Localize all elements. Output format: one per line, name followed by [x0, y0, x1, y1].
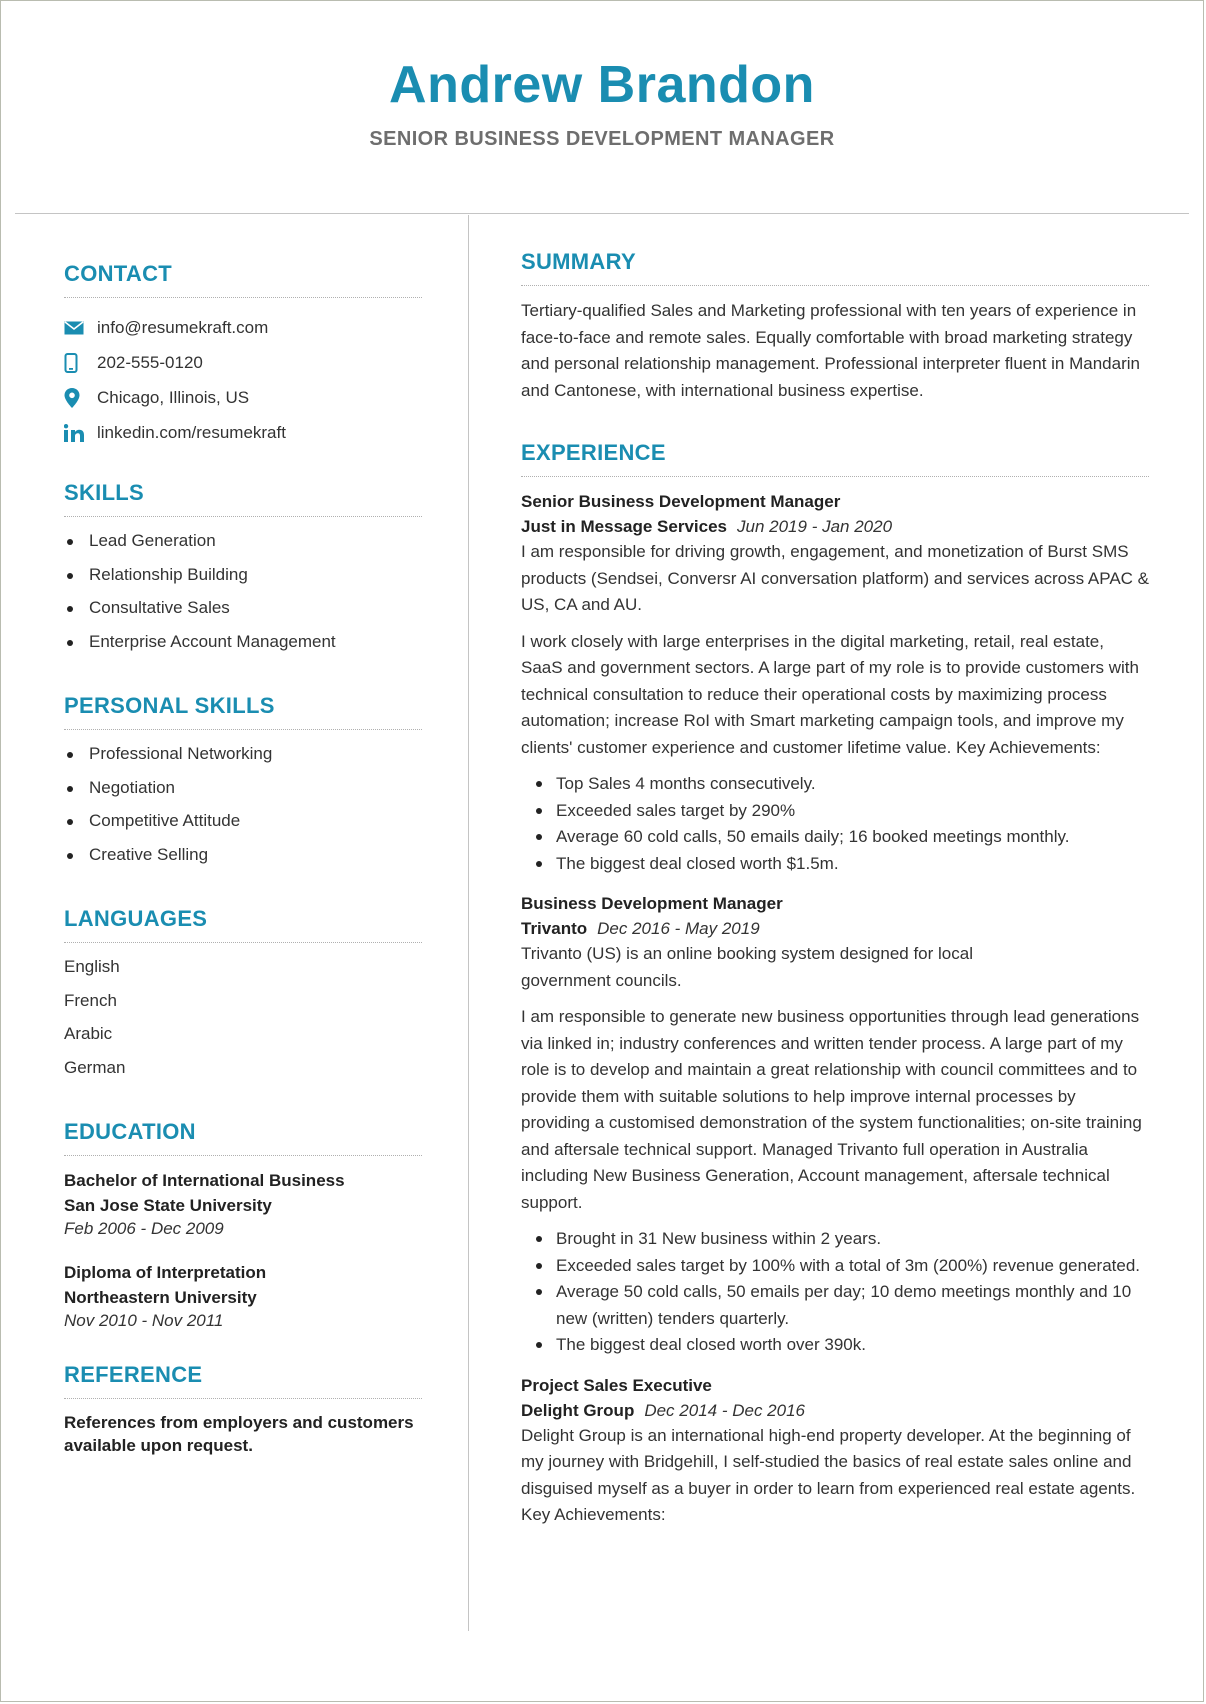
left-column	[64, 261, 422, 1487]
list-item: Creative Selling	[64, 843, 422, 877]
summary-heading: SUMMARY	[521, 249, 1149, 286]
resume-header	[1, 1, 1203, 151]
education-item	[64, 1168, 422, 1240]
job-company-line	[521, 916, 1149, 941]
job-dates: Dec 2014 - Dec 2016	[644, 1400, 805, 1420]
job-dates: Dec 2016 - May 2019	[597, 919, 760, 938]
list-item: Average 60 cold calls, 50 emails daily; 16 booked meetings monthly.	[521, 824, 1149, 851]
experience-heading: EXPERIENCE	[521, 440, 1149, 477]
list-item: Negotiation	[64, 776, 422, 810]
personal-skills-list	[64, 742, 422, 876]
education-item	[64, 1260, 422, 1332]
job-description: I am responsible to generate new business opportunities through lead generations via linked in; industry conferences and written tender process. A large part of my role is to develop and maintain a great relationship with council committees and to provide them with suitable solutions to help improve internal processes by providing a customised demonstration of the system functionalities; on-site training and aftersale technical support. Managed Trivanto full operation in Australia including New Business Generation, Account management, aftersale technical support.	[521, 1007, 1142, 1212]
job-description: I work closely with large enterprises in the digital marketing, retail, real estate, SaaS and government sectors. A large part of my role is to provide customers with technical consultation to reduce their operational costs by maximizing process automation; increase RoI with Smart marketing campaign tools, and improve my clients' customer experience and customer lifetime value. Key Achievements:	[521, 631, 1139, 757]
job-title: Business Development Manager	[521, 894, 783, 913]
job-company: Delight Group	[521, 1400, 635, 1420]
list-item: Competitive Attitude	[64, 809, 422, 843]
education-heading: EDUCATION	[64, 1119, 422, 1156]
right-column	[521, 249, 1149, 1543]
job-description: Delight Group is an international high-end property developer. At the beginning of my journey with Bridgehill, I self-studied the basics of real estate sales online and disguised myself as a buyer in order to learn from experienced real estate agents. Key Achievements:	[521, 1425, 1136, 1524]
contact-location	[64, 380, 422, 415]
language-item: English	[64, 957, 120, 976]
languages-heading: LANGUAGES	[64, 906, 422, 943]
job-company: Just in Message Services	[521, 517, 728, 536]
achievements-list	[521, 1226, 1149, 1359]
education-dates: Feb 2006 - Dec 2009	[64, 1219, 224, 1238]
education-section	[64, 1119, 422, 1332]
header-divider	[15, 213, 1189, 214]
list-item: Exceeded sales target by 100% with a total of 3m (200%) revenue generated.	[521, 1253, 1149, 1280]
contact-phone[interactable]	[64, 345, 422, 380]
summary-section	[521, 249, 1149, 404]
list-item: Top Sales 4 months consecutively.	[521, 771, 1149, 798]
summary-text: Tertiary-qualified Sales and Marketing professional with ten years of experience in face-to-face and remote sales. Equally comfortable with broad marketing strategy and personal relationship management. Professional interpreter fluent in Mandarin and Cantonese, with international business expertise.	[521, 301, 1140, 400]
email-icon	[64, 321, 97, 335]
contact-email[interactable]	[64, 310, 422, 345]
languages-section	[64, 906, 422, 1089]
job-title: Project Sales Executive	[521, 1375, 712, 1395]
contact-location-text: Chicago, Illinois, US	[97, 387, 250, 407]
contact-section	[64, 261, 422, 450]
experience-section	[521, 440, 1149, 1529]
skills-section	[64, 480, 422, 663]
job-entry	[521, 489, 1149, 877]
job-description: Trivanto (US) is an online booking system designed for local government councils.	[521, 944, 973, 990]
list-item: The biggest deal closed worth $1.5m.	[521, 851, 1149, 878]
language-item: German	[64, 1057, 126, 1077]
candidate-name: Andrew Brandon	[389, 56, 815, 114]
personal-skills-heading: PERSONAL SKILLS	[64, 693, 422, 730]
achievements-list	[521, 771, 1149, 877]
job-entry	[521, 1373, 1149, 1529]
list-item: Consultative Sales	[64, 596, 422, 630]
personal-skills-section	[64, 693, 422, 876]
job-company-line	[521, 514, 1149, 539]
education-dates: Nov 2010 - Nov 2011	[64, 1311, 224, 1330]
education-school: San Jose State University	[64, 1196, 272, 1215]
phone-icon	[64, 353, 97, 373]
education-school: Northeastern University	[64, 1288, 257, 1307]
contact-linkedin[interactable]	[64, 415, 422, 450]
job-company-line	[521, 1398, 1149, 1423]
contact-email-text: info@resumekraft.com	[97, 317, 269, 337]
contact-heading: CONTACT	[64, 261, 422, 298]
list-item: Relationship Building	[64, 563, 422, 597]
column-divider	[468, 215, 469, 1631]
list-item: Lead Generation	[64, 529, 422, 563]
linkedin-icon	[64, 424, 97, 442]
contact-phone-text: 202-555-0120	[97, 352, 203, 372]
list-item: Average 50 cold calls, 50 emails per day; 10 demo meetings monthly and 10 new (written) tenders quarterly.	[521, 1279, 1149, 1332]
job-dates: Jun 2019 - Jan 2020	[737, 517, 893, 536]
language-item: French	[64, 990, 117, 1010]
reference-text: References from employers and customers available upon request.	[64, 1413, 414, 1455]
education-degree: Bachelor of International Business	[64, 1171, 345, 1190]
skills-heading: SKILLS	[64, 480, 422, 517]
job-company: Trivanto	[521, 919, 588, 938]
location-icon	[64, 388, 97, 408]
contact-linkedin-text: linkedin.com/resumekraft	[97, 422, 286, 442]
reference-heading: REFERENCE	[64, 1362, 422, 1399]
reference-section	[64, 1362, 422, 1457]
education-degree: Diploma of Interpretation	[64, 1263, 267, 1282]
list-item: The biggest deal closed worth over 390k.	[521, 1332, 1149, 1359]
job-title: Senior Business Development Manager	[521, 492, 841, 511]
candidate-title: SENIOR BUSINESS DEVELOPMENT MANAGER	[369, 128, 835, 150]
list-item: Exceeded sales target by 290%	[521, 798, 1149, 825]
language-item: Arabic	[64, 1024, 113, 1043]
list-item: Enterprise Account Management	[64, 630, 422, 664]
skills-list	[64, 529, 422, 663]
job-description: I am responsible for driving growth, engagement, and monetization of Burst SMS products (Sendsei, Conversr AI conversation platform) and services across APAC & US, CA and AU.	[521, 542, 1150, 614]
list-item: Brought in 31 New business within 2 years.	[521, 1226, 1149, 1253]
job-entry	[521, 891, 1149, 1359]
list-item: Professional Networking	[64, 742, 422, 776]
